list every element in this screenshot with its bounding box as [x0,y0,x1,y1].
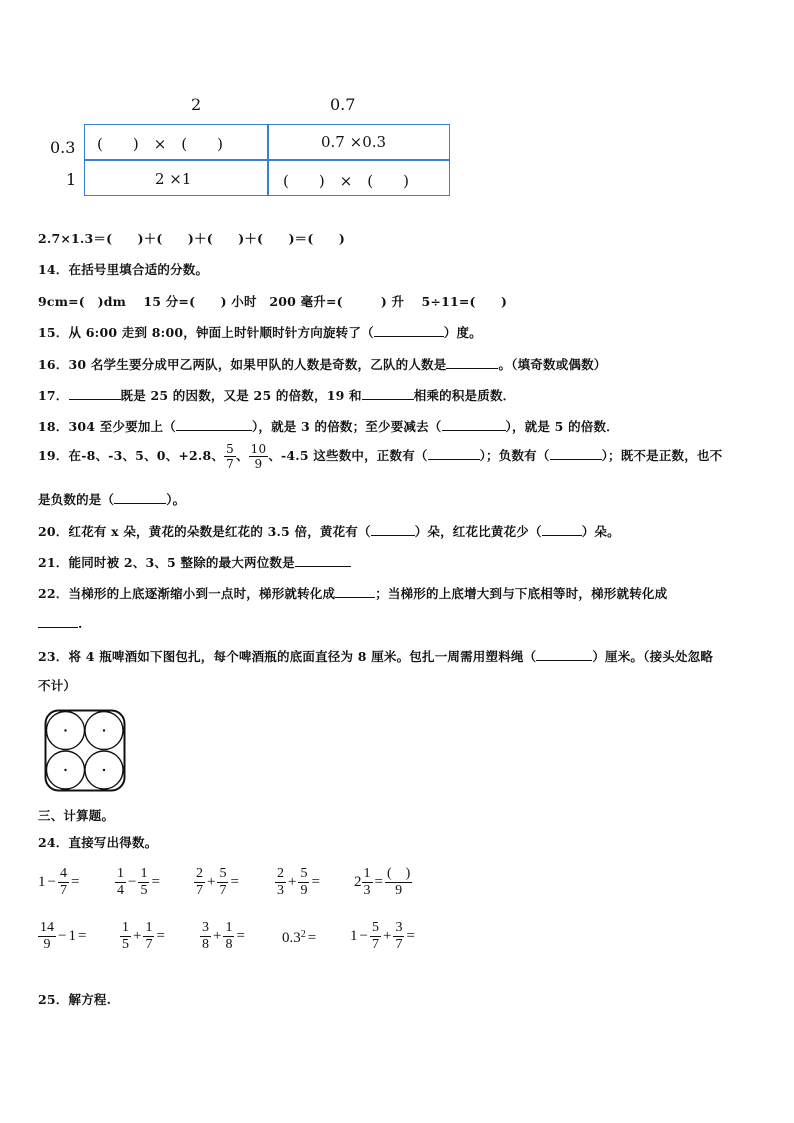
table-cell-r2c2[interactable]: ( ) × ( ) [283,172,409,190]
answer-blank[interactable] [536,648,592,661]
row-header-1: 1 [66,170,77,189]
bottle-center-dot [64,769,66,771]
decomposition-line: 2.7×1.3＝( )＋( )＋( )＋( )＝( ) [38,231,346,246]
answer-blank[interactable] [295,554,351,567]
calc-mixed-2-1-3: 2 $\frac{1}{3}$ = $\frac{( )}{9}$ [354,866,411,898]
answer-blank[interactable] [542,523,582,536]
answer-blank[interactable] [69,387,121,400]
q15-text-end: ）度。 [443,325,482,340]
question-22-line2 [38,615,83,631]
q22-line2-end: . [78,616,83,631]
q19-line2-text: 是负数的是（ [38,492,115,507]
question-22 [38,584,667,602]
q19-text: 19．在-8、-3、5、0、+2.8、 [38,448,225,463]
calc-1-minus-5-7-plus-3-7: 1 − $\frac{5}{7}$ + $\frac{3}{7}$ = [350,920,415,952]
answer-blank[interactable] [428,447,480,460]
q23-text-end: ）厘米。（接头处忽略 [592,649,714,664]
question-15 [38,323,482,341]
q19-text-mid3: ）；既不是正数，也不 [601,448,723,463]
fill-in-fraction[interactable]: $\frac{( )}{9}$ [386,866,411,898]
bottle-center-dot [103,729,105,731]
multiplication-table [84,124,450,196]
question-20 [38,522,620,540]
q22-text-mid: ；当梯形的上底增大到与下底相等时，梯形就转化成 [375,586,668,601]
question-16 [38,355,607,373]
table-cell-r2c1: 2 ×1 [155,170,192,188]
q19-text-mid2: ）；负数有（ [479,448,550,463]
answer-blank[interactable] [374,324,444,337]
question-19 [38,442,722,471]
q21-text: 21．能同时被 2、3、5 整除的最大两位数是 [38,555,295,570]
q19-sep: 、 [235,448,249,463]
answer-blank[interactable] [38,615,78,628]
q18-text-mid: ），就是 3 的倍数；至少要减去（ [251,419,442,434]
answer-blank[interactable] [446,356,498,369]
q17-text-end: 相乘的积是质数． [413,388,516,403]
calc-1-minus-4-7: 1 − $\frac{4}{7}$ = [38,866,80,898]
question-21 [38,553,351,571]
q20-text-mid: ）朵，红花比黄花少（ [414,524,542,539]
calc-14-9-minus-1: $\frac{14}{9}$ − 1 = [40,920,87,952]
q19-text-mid: 、-4.5 这些数中，正数有（ [268,448,428,463]
col-header-0.7: 0.7 [330,95,356,114]
row-header-0.3: 0.3 [50,138,76,157]
question-25: 25．解方程. [38,992,112,1007]
question-14-title: 14．在括号里填合适的分数。 [38,262,209,277]
col-header-2: 2 [191,95,202,114]
four-bottles-diagram [44,709,126,793]
table-cell-r1c1[interactable]: ( ) × ( ) [97,135,223,153]
calc-0.3-squared: 0.3 $^2$ = [282,929,317,946]
bottle-center-dot [103,769,105,771]
table-cell-r1c2: 0.7 ×0.3 [321,133,387,151]
q20-text-end: ）朵。 [581,524,620,539]
answer-blank[interactable] [176,418,252,431]
q22-text: 22．当梯形的上底逐渐缩小到一点时，梯形就转化成 [38,586,336,601]
question-23-line2: 不计） [38,678,77,693]
calc-1-4-minus-1-5: $\frac{1}{4}$ − $\frac{1}{5}$ = [117,866,160,898]
calc-2-3-plus-5-9: $\frac{2}{3}$ + $\frac{5}{9}$ = [277,866,320,898]
rope-outline [46,711,125,791]
q16-text-end: 。（填奇数或偶数） [498,357,607,372]
question-18 [38,417,619,435]
answer-blank[interactable] [442,418,506,431]
answer-blank[interactable] [335,585,375,598]
q15-text: 15．从 6:00 走到 8:00，钟面上时针顺时针方向旋转了（ [38,325,374,340]
answer-blank[interactable] [550,447,602,460]
q16-text: 16．30 名学生要分成甲乙两队，如果甲队的人数是奇数，乙队的人数是 [38,357,447,372]
q20-text: 20．红花有 x 朵，黄花的朵数是红花的 3.5 倍，黄花有（ [38,524,371,539]
answer-blank[interactable] [362,387,414,400]
fraction-5-7: $\frac{5}{7}$ [226,442,234,471]
question-19-line2 [38,490,185,508]
calc-3-8-plus-1-8: $\frac{3}{8}$ + $\frac{1}{8}$ = [202,920,245,952]
section-3-heading: 三、计算题。 [38,808,115,823]
q19-line2-end: ）。 [166,492,186,507]
q23-text: 23．将 4 瓶啤酒如下图包扎，每个啤酒瓶的底面直径为 8 厘米。包扎一周需用塑料绳（ [38,649,537,664]
answer-blank[interactable] [371,523,415,536]
question-24-title: 24．直接写出得数。 [38,835,158,850]
question-14-items: 9cm=( )dm 15 分=( ) 小时 200 毫升=( ) 升 5÷11=( ) [38,294,508,309]
calc-2-7-plus-5-7: $\frac{2}{7}$ + $\frac{5}{7}$ = [196,866,239,898]
bottle-center-dot [64,729,66,731]
fraction-10-9: $\frac{10}{9}$ [250,442,267,471]
q18-text-end: ），就是 5 的倍数． [505,419,619,434]
answer-blank[interactable] [114,491,166,504]
question-23 [38,647,713,665]
question-17 [38,386,515,404]
q17-number: 17． [38,388,69,403]
q18-text: 18．304 至少要加上（ [38,419,176,434]
calc-1-5-plus-1-7: $\frac{1}{5}$ + $\frac{1}{7}$ = [122,920,165,952]
q17-text: 既是 25 的因数，又是 25 的倍数，19 和 [120,388,362,403]
